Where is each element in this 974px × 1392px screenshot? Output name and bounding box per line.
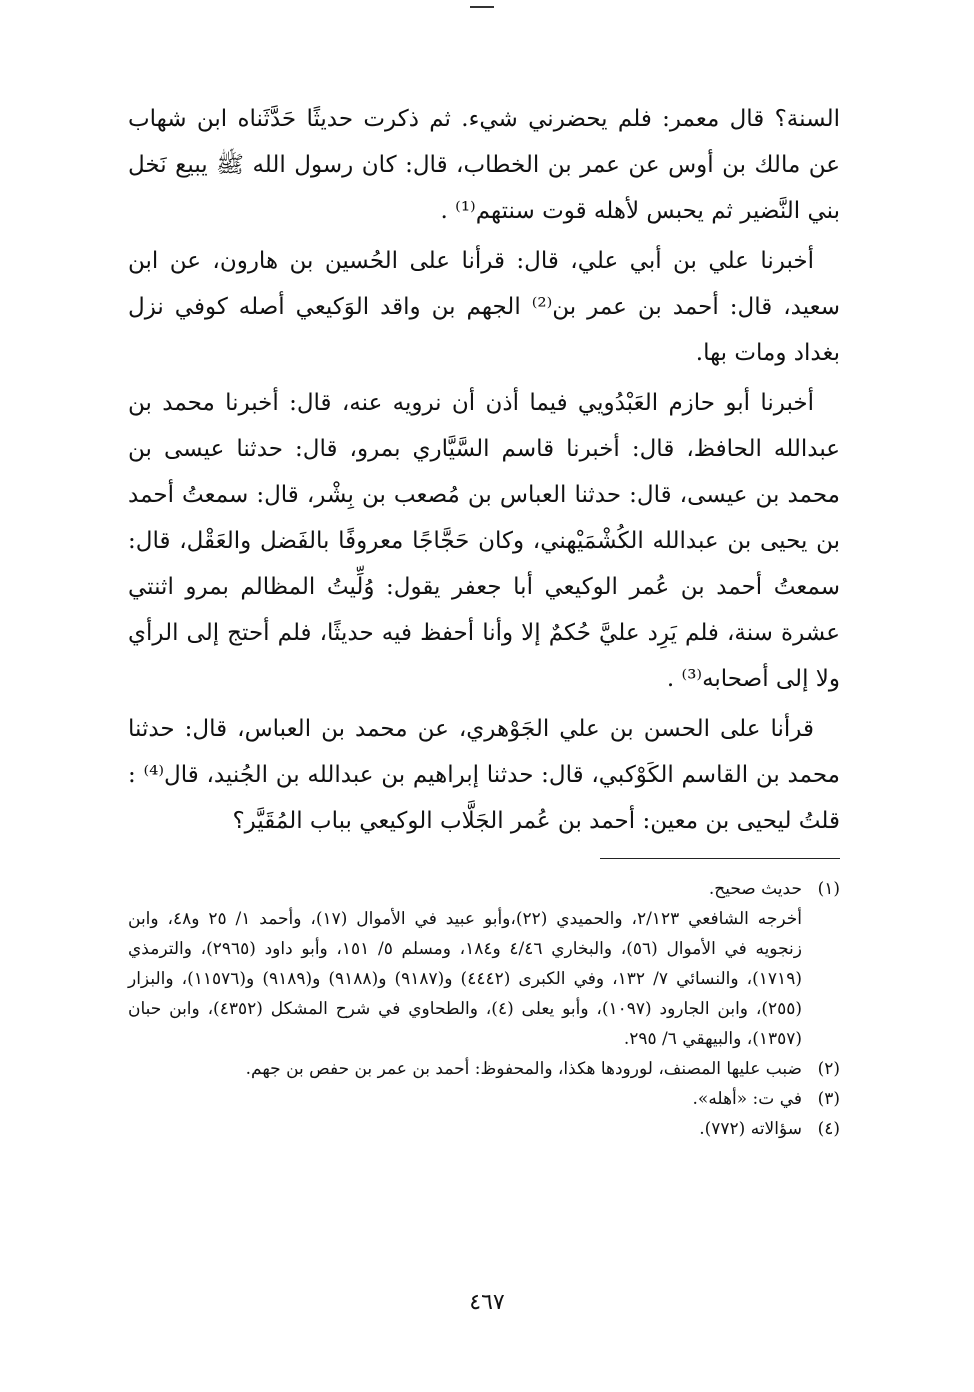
footnote-text: سؤالاته (٧٧٢).: [699, 1119, 802, 1139]
footnote-2: [128, 1054, 840, 1084]
paragraph-4: قرأنا على الحسن بن علي الجَوْهري، عن محمد بن العباس، قال: حدثنا محمد بن القاسم الكَوْكبي، قال: حدثنا إبراهيم بن عبدالله بن الجُنيد، قال⁽⁴⁾ : قلتُ ليحيى بن معين: أحمد بن عُمر الجَلَّاب الوكيعي بباب المُقَيَّر؟: [128, 716, 840, 834]
footnote-number: [802, 904, 840, 1054]
footnote-text: أخرجه الشافعي ٢/١٢٣، والحميدي (٢٢)،وأبو عبيد في الأموال (١٧)، وأحمد ١/ ٢٥ و٤٨، وابن زنجويه في الأموال (٥٦)، والبخاري ٤/٤٦ و١٨٤، ومسلم ٥/ ١٥١، وأبو داود (٢٩٦٥)، والترمذي (١٧١٩)، والنسائي ٧/ ١٣٢، وفي الكبرى (٤٤٤٢) و(٩١٨٧) و(٩١٨٨) و(٩١٨٩) و(١١٥٧٦)، والبزار (٢٥٥)، وابن الجارود (١٠٩٧)، وأبو يعلى (٤)، والطحاوي في شرح المشكل (٤٣٥٢)، وابن حبان (١٣٥٧)، والبيهقي ٦/ ٢٩٥.: [128, 909, 802, 1049]
footnote-number: (٤): [817, 1119, 840, 1139]
footnote-1: [128, 874, 840, 904]
paragraph-2: أخبرنا علي بن أبي علي، قال: قرأنا على الحُسين بن هارون، عن ابن سعيد، قال: أحمد بن عمر بن⁽²⁾ الجهم بن واقد الوَكيعي أصله كوفي نزل بغداد ومات بها.: [128, 248, 840, 366]
footnote-number: (١): [817, 879, 840, 899]
footnote-1-sources: [128, 904, 840, 1054]
footnote-3: [128, 1084, 840, 1114]
footnote-4: [128, 1114, 840, 1144]
footnote-text: حديث صحيح.: [708, 879, 802, 899]
main-text: [128, 96, 840, 848]
footnotes: [128, 874, 840, 1144]
footnote-separator: [600, 858, 840, 859]
paragraph-1: السنة؟ قال معمر: فلم يحضرني شيء. ثم ذكرت حديثًا حَدَّثَناه ابن شهاب عن مالك بن أوس عن عمر بن الخطاب، قال: كان رسول الله ﷺ يبيع نَخل بني النَّضير ثم يحبس لأهله قوت سنتهم⁽¹⁾ .: [128, 106, 840, 224]
paragraph-3: أخبرنا أبو حازم العَبْدُويي فيما أذن أن نرويه عنه، قال: أخبرنا محمد بن عبدالله الحافظ، قال: أخبرنا قاسم السَّيَّاري بمرو، قال: حدثنا عيسى بن محمد بن عيسى، قال: حدثنا العباس بن مُصعب بن بِشْر، قال: سمعتُ أحمد بن يحيى بن عبدالله الكُشْمَيْهني، وكان حَجَّاجًا معروفًا بالفَضل والعَقْل، قال: سمعتُ أحمد بن عُمر الوكيعي أبا جعفر يقول: وُلِّيتُ المظالم بمرو اثنتي عشرة سنة، فلم يَرِد عليَّ حُكمٌ إلا وأنا أحفظ فيه حديثًا، فلم أحتج إلى الرأي ولا إلى أصحابه⁽³⁾ .: [128, 390, 840, 692]
footnote-text: ضبب عليها المصنف، لورودها هكذا، والمحفوظ: أحمد بن عمر بن حفص بن جهم.: [245, 1059, 802, 1079]
page-number: ٤٦٧: [469, 1290, 505, 1315]
footnote-number: (٣): [817, 1089, 840, 1109]
top-mark: [470, 6, 494, 8]
footnote-text: في ت: «أهله».: [692, 1089, 802, 1109]
footnote-number: (٢): [817, 1059, 840, 1079]
